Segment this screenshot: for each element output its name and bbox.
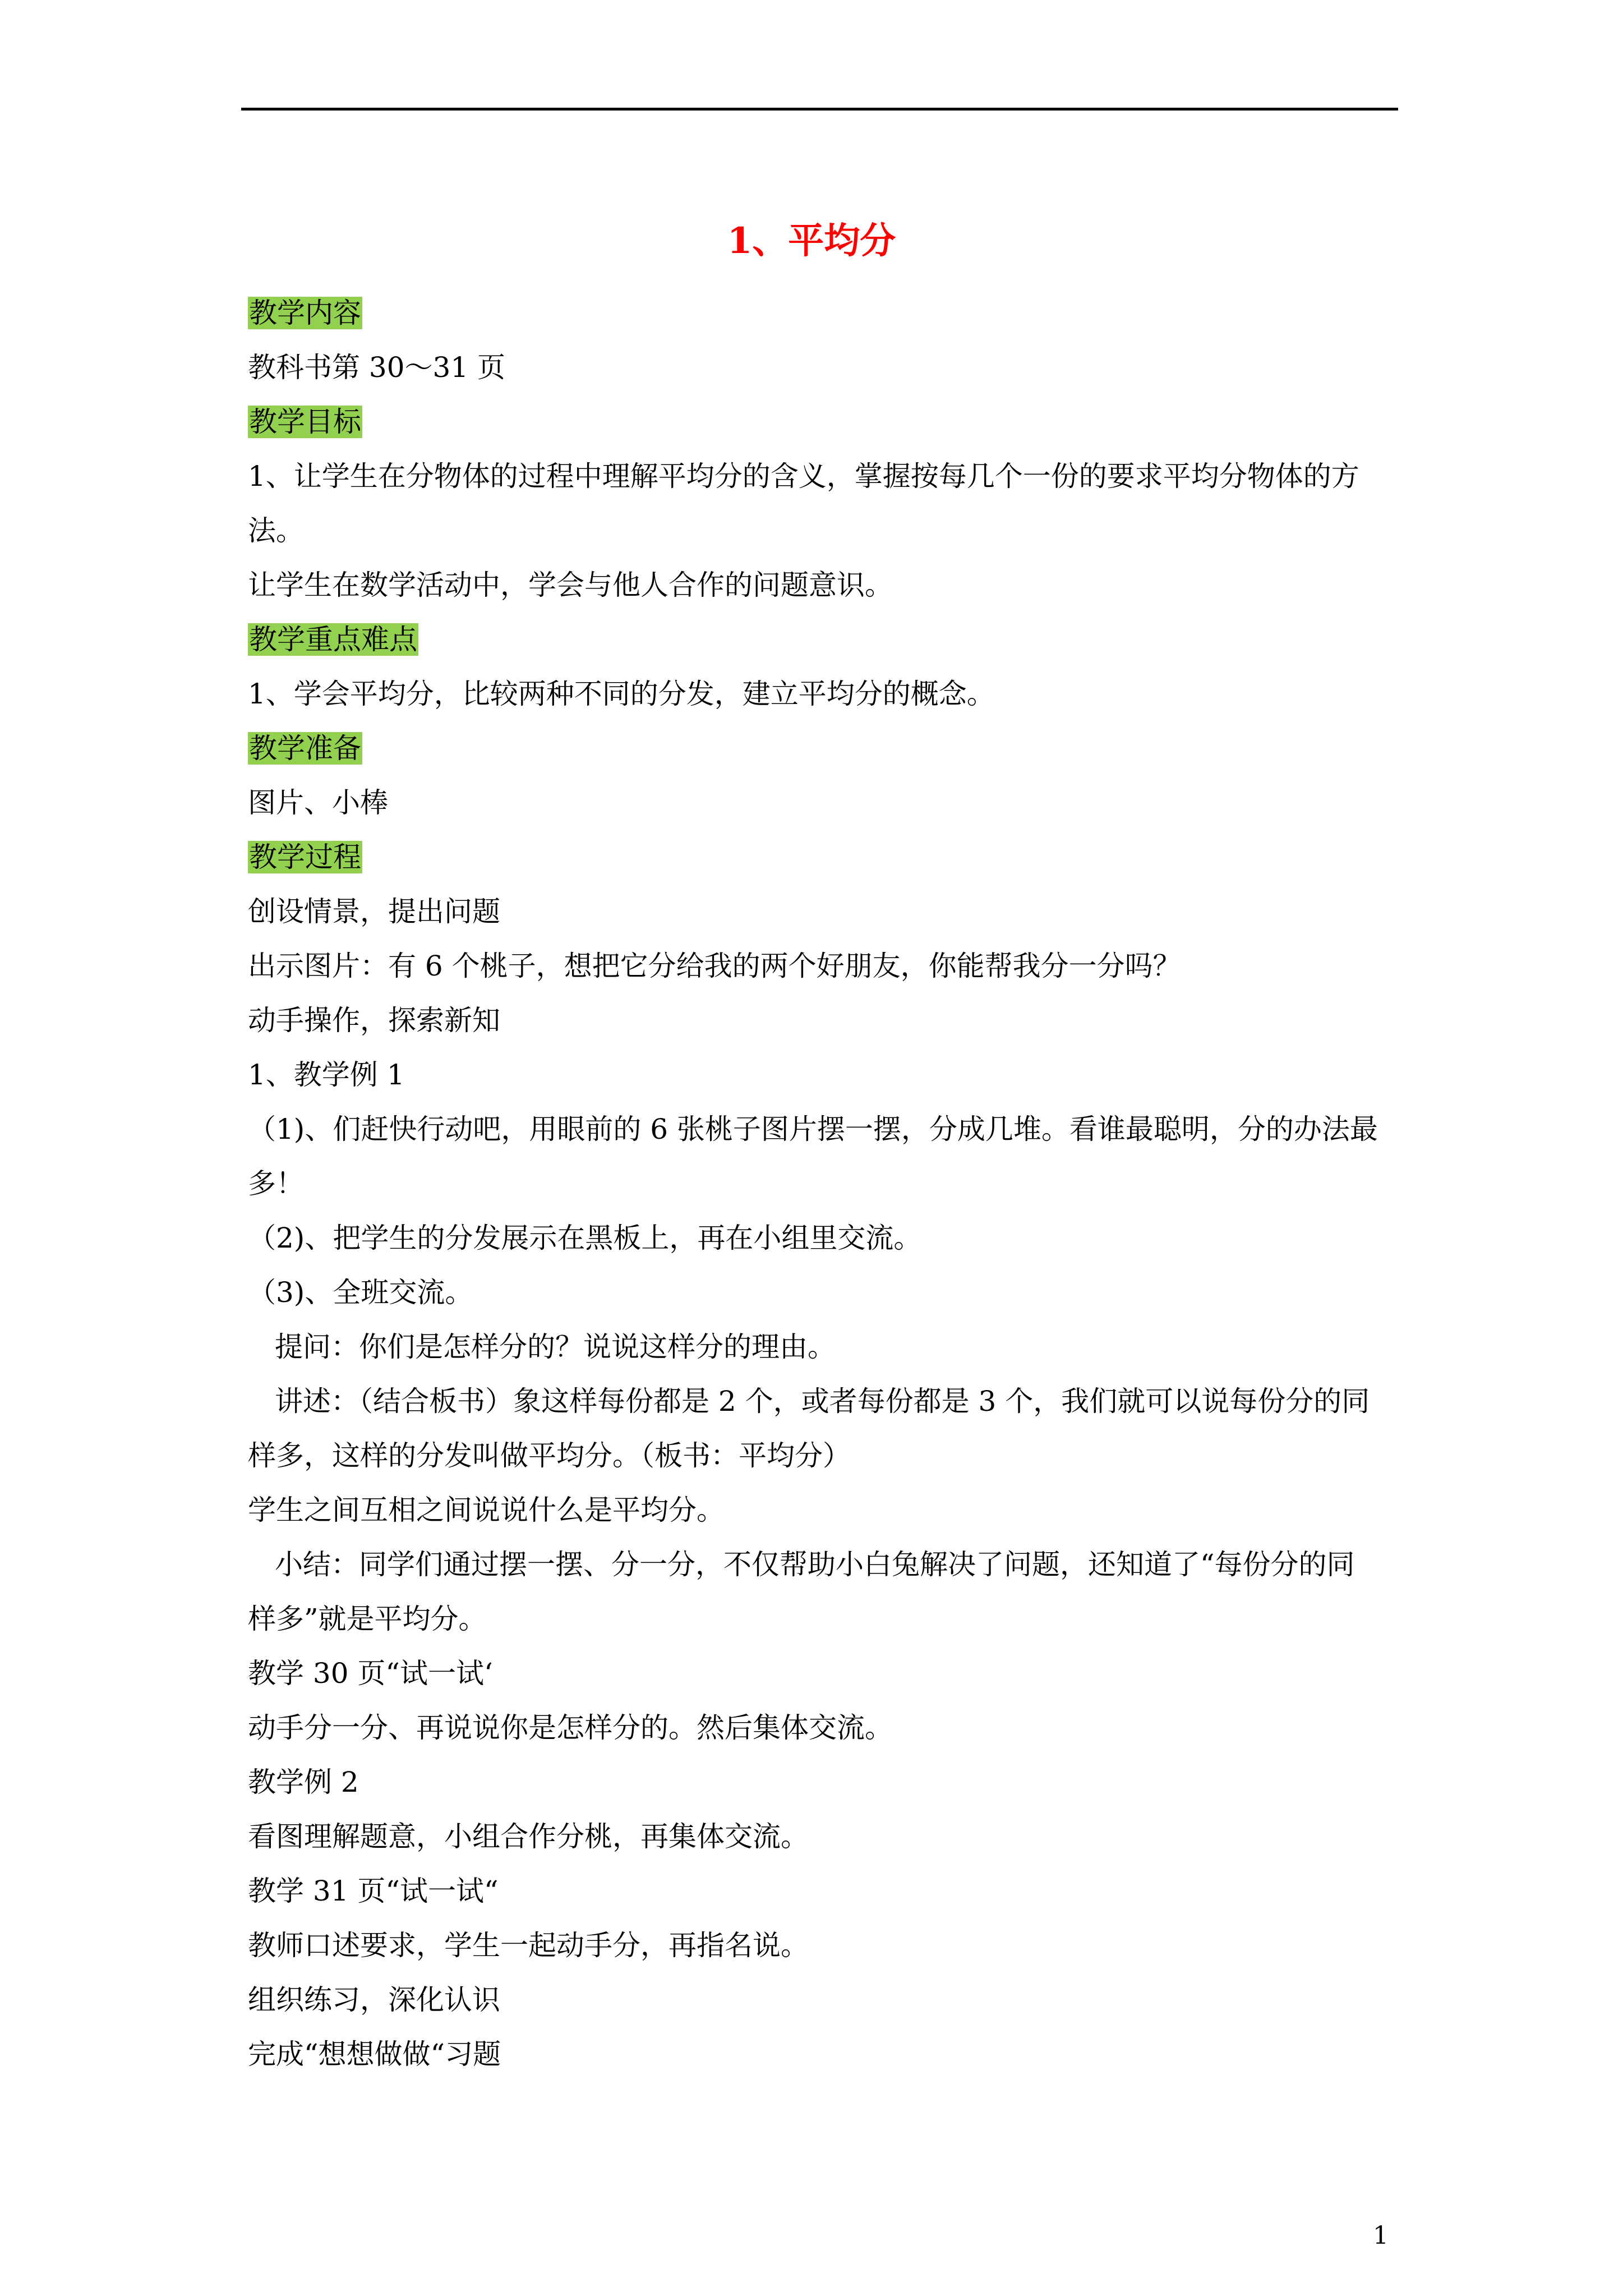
page-number: 1: [1373, 2221, 1389, 2250]
paragraph: 讲述：（结合板书）象这样每份都是 2 个，或者每份都是 3 个，我们就可以说每份分的同: [275, 1385, 1370, 1418]
paragraph: 教师口述要求，学生一起动手分，再指名说。: [248, 1929, 809, 1962]
paragraph: 看图理解题意，小组合作分桃，再集体交流。: [248, 1820, 809, 1853]
document-body: [248, 286, 1403, 2082]
paragraph: 教学 31 页“试一试“: [248, 1875, 499, 1907]
paragraph: 样多”就是平均分。: [248, 1603, 487, 1635]
paragraph: 完成“想想做做“习题: [248, 2038, 501, 2070]
heading-highlight: 教学过程: [249, 841, 361, 873]
paragraph: 样多，这样的分发叫做平均分。（板书：平均分）: [248, 1439, 851, 1472]
paragraph: 1、学会平均分，比较两种不同的分发，建立平均分的概念。: [248, 678, 995, 710]
paragraph: 图片、小棒: [248, 786, 388, 819]
paragraph: 创设情景，提出问题: [248, 895, 500, 928]
paragraph: 学生之间互相之间说说什么是平均分。: [248, 1494, 725, 1526]
section-heading-goals: [248, 395, 1403, 449]
section-heading-prep: [248, 721, 1403, 776]
heading-highlight: 教学准备: [249, 732, 361, 765]
heading-highlight: 教学重点难点: [249, 623, 417, 656]
paragraph: 1、教学例 1: [248, 1059, 405, 1091]
heading-highlight: 教学目标: [249, 406, 361, 438]
paragraph: 法。: [248, 514, 304, 547]
heading-highlight: 教学内容: [249, 297, 361, 329]
paragraph: 1、让学生在分物体的过程中理解平均分的含义，掌握按每几个一份的要求平均分物体的方: [248, 460, 1359, 493]
paragraph: 提问：你们是怎样分的？说说这样分的理由。: [275, 1331, 836, 1363]
paragraph: （2)、把学生的分发展示在黑板上，再在小组里交流。: [248, 1222, 922, 1254]
document-title: 1、平均分: [727, 220, 896, 262]
paragraph: 动手操作，探索新知: [248, 1004, 500, 1037]
paragraph: 小结：同学们通过摆一摆、分一分，不仅帮助小白兔解决了问题，还知道了“每份分的同: [275, 1548, 1355, 1581]
section-heading-process: [248, 830, 1403, 885]
paragraph: （1)、们赶快行动吧，用眼前的 6 张桃子图片摆一摆，分成几堆。看谁最聪明，分的办法最: [248, 1113, 1378, 1145]
paragraph: 让学生在数学活动中，学会与他人合作的问题意识。: [248, 569, 893, 601]
paragraph: 教学 30 页“试一试‘: [248, 1657, 493, 1690]
header-rule: [241, 108, 1398, 111]
paragraph: 组织练习，深化认识: [248, 1984, 500, 2016]
paragraph: 教学例 2: [248, 1766, 359, 1798]
section-heading-content: [248, 286, 1403, 341]
paragraph: 多！: [248, 1167, 304, 1200]
paragraph: 教科书第 30～31 页: [248, 351, 506, 384]
paragraph: （3)、全班交流。: [248, 1276, 473, 1309]
paragraph: 动手分一分、再说说你是怎样分的。然后集体交流。: [248, 1711, 893, 1744]
paragraph: 出示图片：有 6 个桃子，想把它分给我的两个好朋友，你能帮我分一分吗？: [248, 950, 1181, 982]
section-heading-keypoints: [248, 613, 1403, 667]
